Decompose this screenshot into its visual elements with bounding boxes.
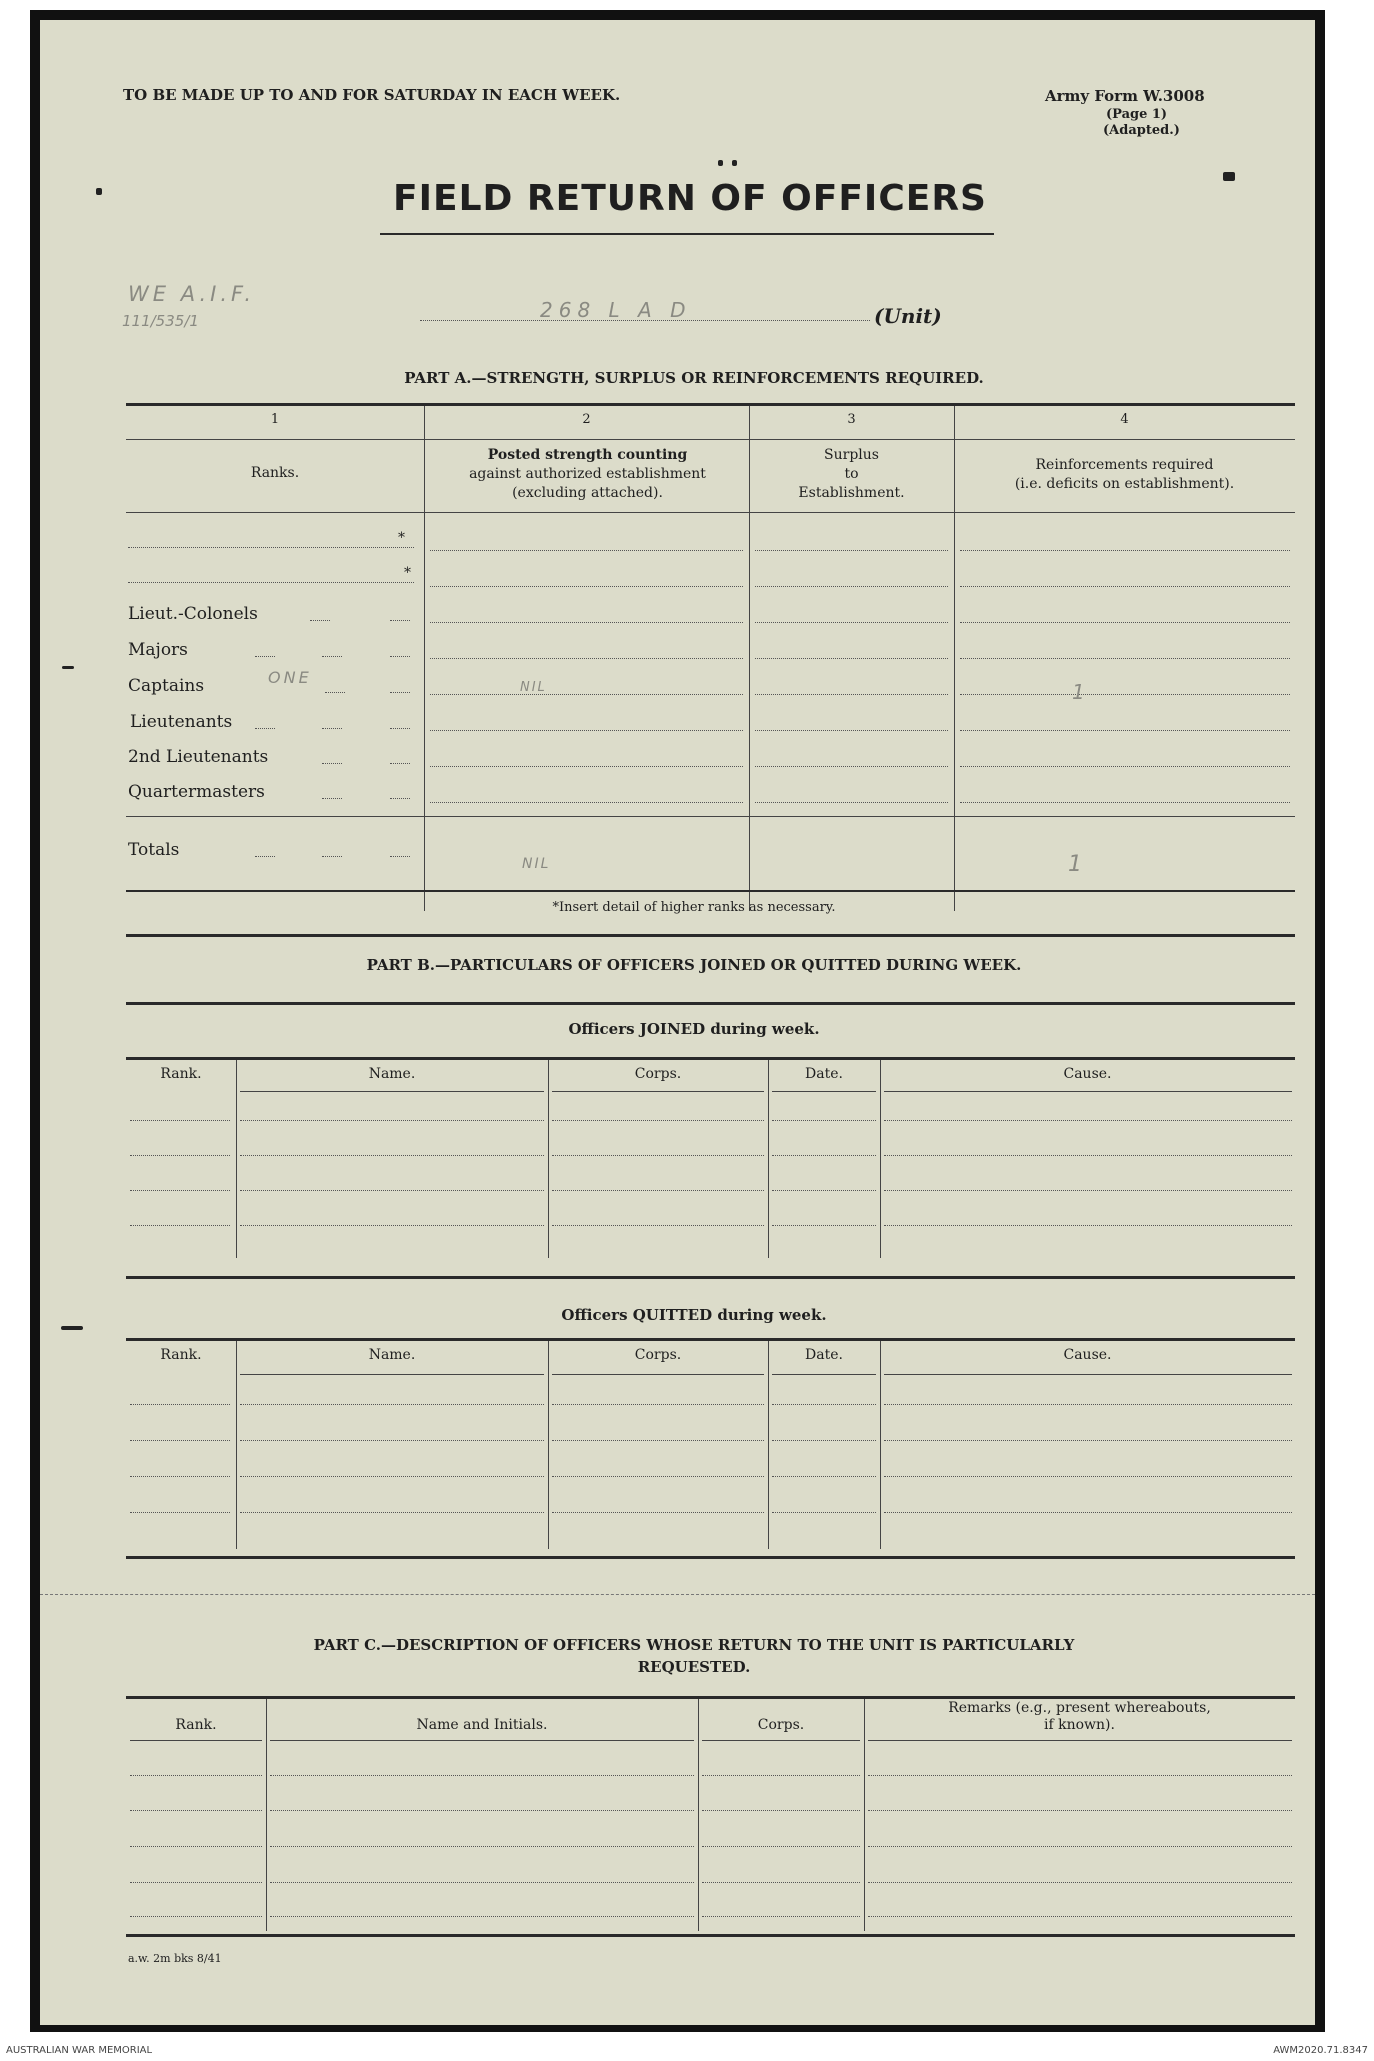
totals-reinforcements-value: 1 bbox=[1068, 852, 1082, 877]
scan-mark bbox=[718, 160, 723, 166]
scan-mark bbox=[1223, 172, 1235, 181]
part-c-col-rank: Rank. bbox=[175, 1717, 217, 1733]
rank-majors: Majors bbox=[128, 640, 188, 660]
part-c-heading: PART C.—DESCRIPTION OF OFFICERS WHOSE RETURN TO THE UNIT IS PARTICULARLY REQUESTED. bbox=[313, 1636, 1075, 1676]
instruction-text: TO BE MADE UP TO AND FOR SATURDAY IN EACH WEEK. bbox=[123, 86, 621, 104]
part-a-footnote: *Insert detail of higher ranks as necessary. bbox=[552, 900, 836, 915]
joined-col-corps: Corps. bbox=[634, 1066, 682, 1082]
part-c-col-remarks: Remarks (e.g., present whereabouts, if known). bbox=[948, 1700, 1211, 1733]
part-a-top-rule bbox=[126, 403, 1295, 406]
asterisk-2: * bbox=[404, 565, 411, 581]
col-header-posted: Posted strength counting against authorized establishment (excluding attached). bbox=[469, 447, 706, 501]
perforation-line bbox=[40, 1594, 1315, 1595]
quitted-col-name: Name. bbox=[368, 1347, 416, 1363]
rank-2nd-lieutenants: 2nd Lieutenants bbox=[128, 747, 269, 767]
scan-mark bbox=[61, 1326, 83, 1330]
quitted-col-date: Date. bbox=[805, 1347, 843, 1363]
rank-captains: Captains bbox=[128, 676, 205, 696]
joined-col-date: Date. bbox=[805, 1066, 843, 1082]
totals-posted-value: NIL bbox=[522, 856, 551, 872]
part-a-heading: PART A.—STRENGTH, SURPLUS OR REINFORCEMENTS REQUIRED. bbox=[404, 369, 984, 387]
joined-title: Officers JOINED during week. bbox=[568, 1020, 820, 1038]
col-number-4: 4 bbox=[1120, 412, 1129, 427]
page-title: FIELD RETURN OF OFFICERS bbox=[393, 178, 987, 219]
archive-footer bbox=[0, 2040, 1374, 2061]
col-number-3: 3 bbox=[847, 412, 856, 427]
quitted-title: Officers QUITTED during week. bbox=[561, 1306, 827, 1324]
scan-mark bbox=[62, 666, 74, 669]
col-header-reinforcements: Reinforcements required (i.e. deficits on establishment). bbox=[1014, 457, 1235, 492]
asterisk-1: * bbox=[398, 530, 405, 546]
part-b-heading: PART B.—PARTICULARS OF OFFICERS JOINED OR QUITTED DURING WEEK. bbox=[366, 956, 1022, 974]
form-page: (Page 1) bbox=[1106, 107, 1168, 122]
col-header-ranks: Ranks. bbox=[250, 465, 300, 481]
annotation-line-1: WE A.I.F. bbox=[128, 282, 256, 306]
totals-label: Totals bbox=[128, 840, 180, 860]
scan-mark bbox=[732, 160, 737, 166]
col-header-surplus: Surplus to Establishment. bbox=[798, 447, 905, 501]
form-adapted: (Adapted.) bbox=[1103, 123, 1180, 138]
rank-lieut-colonels: Lieut.-Colonels bbox=[128, 604, 258, 624]
captains-note: ONE bbox=[268, 668, 312, 687]
captains-posted-value: NIL bbox=[520, 680, 547, 695]
unit-value: 268 L A D bbox=[540, 298, 692, 322]
title-underline bbox=[380, 233, 994, 235]
quitted-col-corps: Corps. bbox=[634, 1347, 682, 1363]
print-code: a.w. 2m bks 8/41 bbox=[128, 1952, 222, 1965]
part-c-col-corps: Corps. bbox=[757, 1717, 805, 1733]
form-sheet bbox=[40, 20, 1315, 2025]
annotation-line-2: 111/535/1 bbox=[122, 312, 199, 330]
footer-left: AUSTRALIAN WAR MEMORIAL bbox=[6, 2045, 153, 2056]
footer-right: AWM2020.71.8347 bbox=[1273, 2045, 1368, 2056]
scan-mark bbox=[96, 188, 102, 195]
col-number-2: 2 bbox=[582, 412, 591, 427]
form-number: Army Form W.3008 bbox=[1045, 87, 1205, 105]
quitted-col-rank: Rank. bbox=[160, 1347, 202, 1363]
rank-lieutenants: Lieutenants bbox=[130, 712, 233, 732]
part-c-col-name: Name and Initials. bbox=[416, 1717, 548, 1733]
joined-col-rank: Rank. bbox=[160, 1066, 202, 1082]
unit-label: (Unit) bbox=[874, 304, 942, 328]
quitted-col-cause: Cause. bbox=[1063, 1347, 1112, 1363]
rank-quartermasters: Quartermasters bbox=[128, 782, 265, 802]
joined-col-cause: Cause. bbox=[1063, 1066, 1112, 1082]
joined-col-name: Name. bbox=[368, 1066, 416, 1082]
col-number-1: 1 bbox=[270, 412, 280, 427]
captains-reinforcements-value: 1 bbox=[1072, 680, 1085, 704]
